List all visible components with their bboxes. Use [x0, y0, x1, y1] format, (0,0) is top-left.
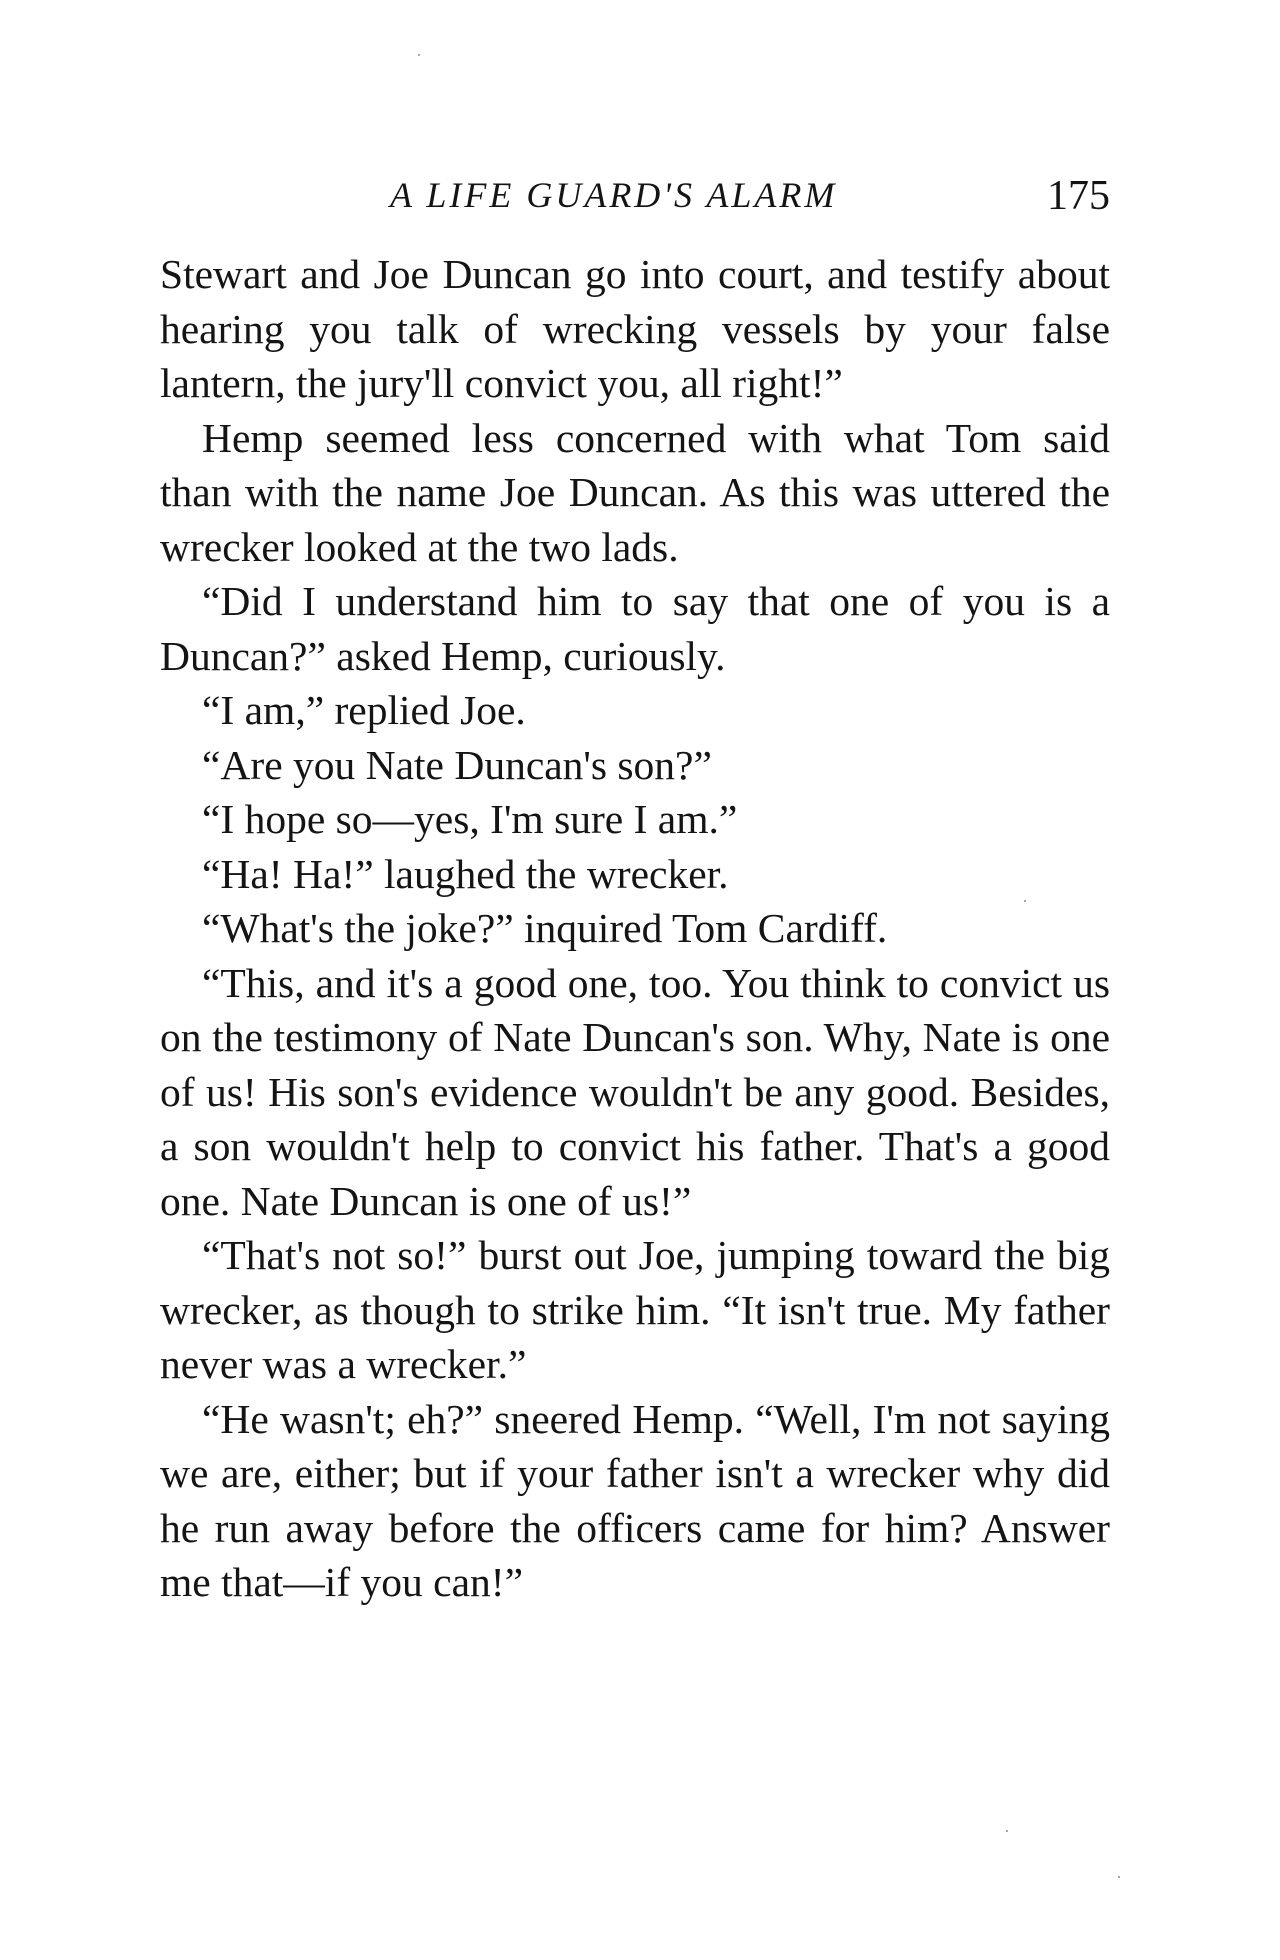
paragraph-1: Stewart and Joe Duncan go into court, and testify about hearing you talk of wrecking vessels by your false lantern, the jury'll convict you, all right!”: [160, 251, 1110, 406]
paper-speck: [1006, 1830, 1008, 1832]
paragraph-2: Hemp seemed less concerned with what Tom said than with the name Joe Duncan. As this was uttered the wrecker looked at the two lads.: [160, 414, 1110, 570]
paragraph-9: “This, and it's a good one, too. You think to convict us on the testimony of Nate Duncan's son. Why, Nate is one of us! His son's evidence wouldn't be any good. Besides, a son wouldn't help to convict his father. That's a good one. Nate Duncan is one of us!”: [160, 959, 1110, 1224]
paragraph-7: “Ha! Ha!” laughed the wrecker.: [202, 850, 729, 897]
paragraph-6: “I hope so—yes, I'm sure I am.”: [202, 796, 738, 842]
page-number: 175: [1047, 173, 1110, 219]
paragraph-4: “I am,” replied Joe.: [202, 687, 526, 733]
paragraph-3: “Did I understand him to say that one of you is a Duncan?” asked Hemp, curiously.: [160, 578, 1110, 679]
paragraph-5: “Are you Nate Duncan's son?”: [202, 741, 712, 788]
paragraph-11: “He wasn't; eh?” sneered Hemp. “Well, I'm not saying we are, either; but if your father isn't a wrecker why did he run away before the officers came for him? Answer me that—if you can!”: [160, 1395, 1110, 1605]
body-text: [160, 247, 1110, 1610]
paragraph-10: “That's not so!” burst out Joe, jumping toward the big wrecker, as though to strike him. “It isn't true. My father never was a wrecker.”: [160, 1232, 1110, 1387]
paper-speck: [418, 54, 420, 56]
paper-speck: [1118, 1876, 1120, 1878]
running-head: [160, 166, 1110, 222]
paper-speck: [1024, 900, 1026, 902]
running-title: A LIFE GUARD'S ALARM: [390, 175, 838, 215]
paragraph-8: “What's the joke?” inquired Tom Cardiff.: [202, 905, 888, 951]
